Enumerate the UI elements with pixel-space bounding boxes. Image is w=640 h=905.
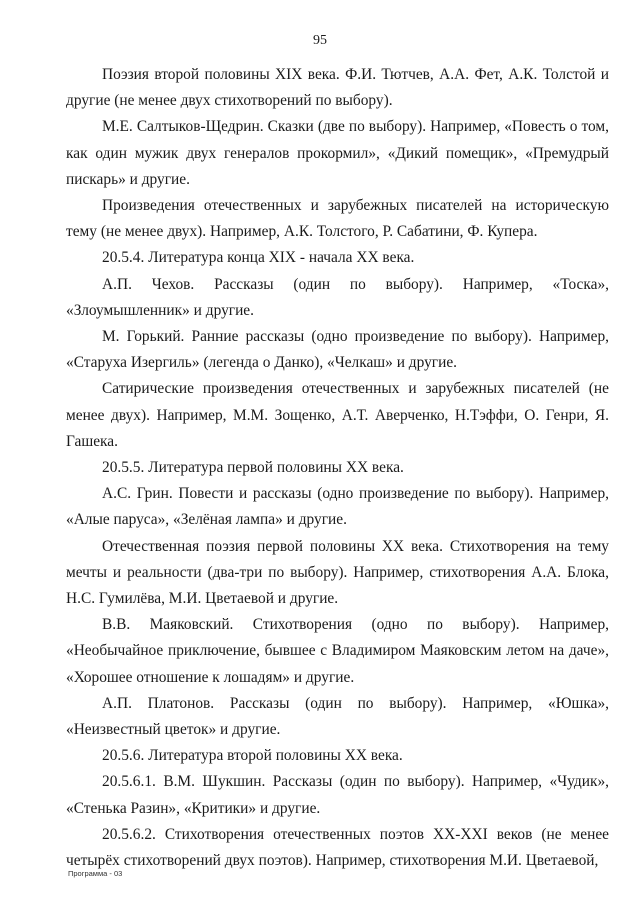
paragraph: Сатирические произведения отечественных и зарубежных писателей (не менее двух). Например, М.М. Зощенко, А.Т. Аверченко, Н.Тэффи, О. Генри, Я. Гашека. — [66, 380, 609, 450]
paragraph: А.С. Грин. Повести и рассказы (одно произведение по выбору). Например, «Алые паруса», «Зелёная лампа» и другие. — [66, 485, 609, 529]
section-heading: 20.5.6. Литература второй половины XX века. — [102, 747, 403, 765]
document-body — [66, 62, 609, 874]
paragraph: 20.5.6.2. Стихотворения отечественных поэтов XX-XXI веков (не менее четырёх стихотворений двух поэтов). Например, стихотворения М.И. Цветаевой, — [66, 825, 609, 870]
paragraph: В.В. Маяковский. Стихотворения (одно по выбору). Например, «Необычайное приключение, бывшее с Владимиром Маяковским летом на даче», «Хорошее отношение к лошадям» и другие. — [66, 616, 609, 686]
paragraph: Отечественная поэзия первой половины XX века. Стихотворения на тему мечты и реальности (два-три по выбору). Например, стихотворения А.А. Блока, Н.С. Гумилёва, М.И. Цветаевой и другие. — [66, 537, 609, 608]
paragraph: Произведения отечественных и зарубежных писателей на историческую тему (не менее двух). Например, А.К. Толстого, Р. Сабатини, Ф. Купера. — [66, 197, 609, 241]
section-heading: 20.5.4. Литература конца XIX - начала XX века. — [102, 249, 415, 267]
paragraph: 20.5.6.1. В.М. Шукшин. Рассказы (один по выбору). Например, «Чудик», «Стенька Разин», «Критики» и другие. — [66, 773, 609, 817]
paragraph: А.П. Платонов. Рассказы (один по выбору). Например, «Юшка», «Неизвестный цветок» и другие. — [66, 694, 609, 739]
paragraph: М. Горький. Ранние рассказы (одно произведение по выбору). Например, «Старуха Изергиль» (легенда о Данко), «Челкаш» и другие. — [66, 328, 609, 372]
paragraph: М.Е. Салтыков-Щедрин. Сказки (две по выбору). Например, «Повесть о том, как один мужик двух генералов прокормил», «Дикий помещик», «Премудрый пискарь» и другие. — [66, 118, 609, 188]
footer-label: Программа - 03 — [68, 869, 123, 878]
paragraph: Поэзия второй половины XIX века. Ф.И. Тютчев, А.А. Фет, А.К. Толстой и другие (не менее двух стихотворений по выбору). — [66, 66, 609, 110]
paragraph: А.П. Чехов. Рассказы (один по выбору). Например, «Тоска», «Злоумышленник» и другие. — [66, 275, 609, 319]
page-number: 95 — [313, 33, 327, 48]
section-heading: 20.5.5. Литература первой половины XX века. — [102, 459, 404, 477]
